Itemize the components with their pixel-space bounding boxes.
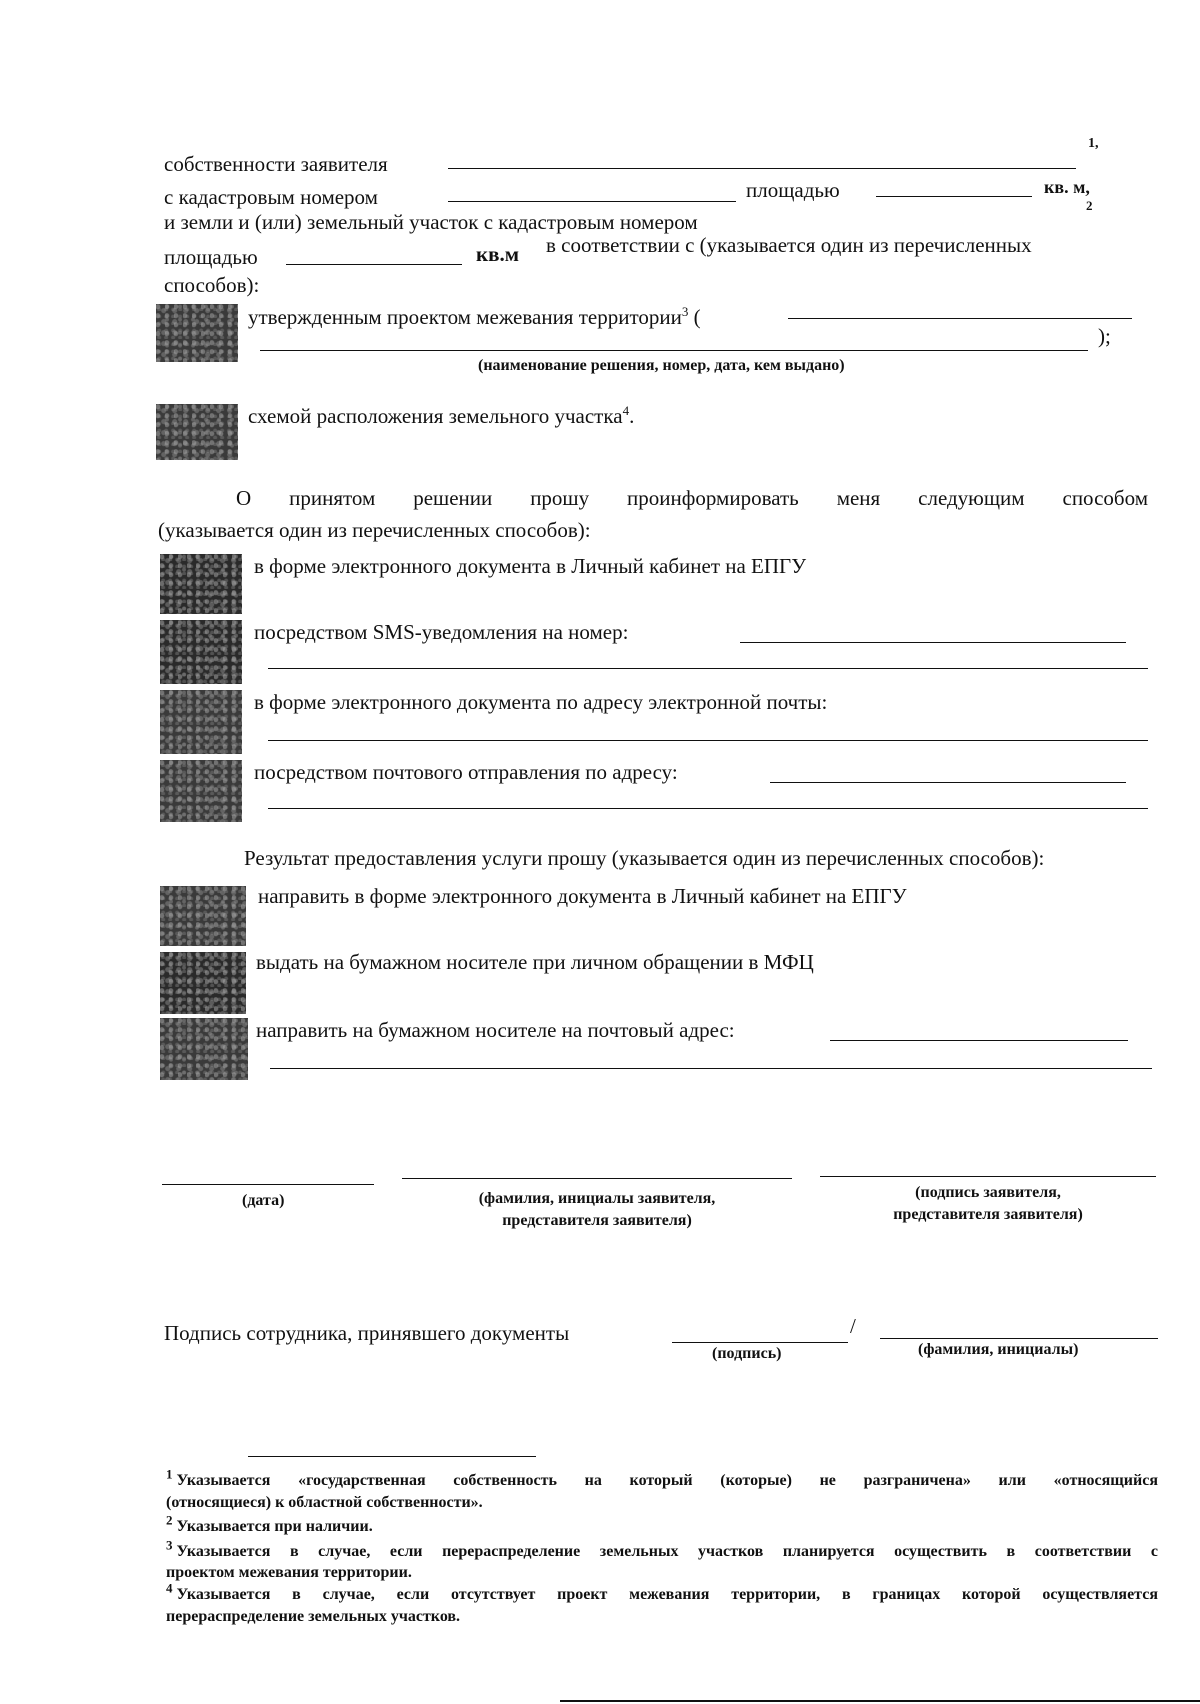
checkbox-result-epgu[interactable]: [160, 886, 246, 946]
notify-intro-line1: [236, 488, 1148, 509]
post-line-2: [268, 808, 1148, 809]
staff-signature-line: [672, 1342, 848, 1343]
result-option-mfc: выдать на бумажном носителе при личном обращении в МФЦ: [256, 950, 814, 974]
footnote-ref-2: 2: [1086, 198, 1093, 213]
survey-project-close: );: [1098, 324, 1111, 348]
result-post-line-1: [830, 1040, 1128, 1041]
land-label: и земли и (или) земельный участок с кадастровым номером: [164, 210, 698, 234]
notify-intro-word: решении: [413, 486, 493, 510]
notify-option-post: посредством почтового отправления по адресу:: [254, 760, 678, 784]
signature-line: [820, 1176, 1156, 1177]
checkbox-notify-epgu[interactable]: [160, 554, 242, 614]
checkbox-survey-project[interactable]: [156, 304, 238, 362]
survey-project-line-2: [260, 350, 1088, 351]
notify-intro-word: прошу: [530, 486, 590, 510]
footnote-2: $^2$ Указывается при наличии.: [166, 1512, 373, 1536]
ownership-line: [448, 168, 1076, 169]
email-line: [268, 740, 1148, 741]
result-option-post: направить на бумажном носителе на почтовый адрес:: [256, 1018, 735, 1042]
staff-signature-label: Подпись сотрудника, принявшего документы: [164, 1321, 570, 1345]
page-bottom-edge: [560, 1700, 1200, 1702]
result-post-line-2: [270, 1068, 1152, 1069]
checkbox-notify-post[interactable]: [160, 760, 242, 822]
result-intro: Результат предоставления услуги прошу (указывается один из перечисленных способов):: [244, 846, 1045, 870]
staff-sign-caption: (подпись): [712, 1345, 782, 1362]
notify-intro-word: проинформировать: [627, 486, 799, 510]
post-line-1: [770, 782, 1126, 783]
cadastral-line: [448, 201, 736, 202]
accordance-text: в соответствии с (указывается один из перечисленных: [546, 233, 1032, 257]
ownership-label: собственности заявителя: [164, 152, 388, 176]
sqm-label: кв. м,: [1044, 177, 1090, 197]
checkbox-result-mfc[interactable]: [160, 952, 246, 1014]
accordance-text-2: способов):: [164, 273, 260, 297]
survey-project-caption: (наименование решения, номер, дата, кем выдано): [478, 357, 845, 374]
notify-intro-word: принятом: [289, 486, 376, 510]
area-label-2: площадью: [164, 245, 258, 269]
sqm-label-2: кв.м: [476, 242, 519, 266]
footnote-4: $^4$ Указывается в случае, если отсутствует проект межевания территории, в границах которой осуществляется перераспределение земельных участков.: [166, 1580, 1158, 1625]
option-survey-project-label: утвержденным проектом межевания территории$^3$ (: [248, 304, 701, 329]
sms-line-1: [740, 642, 1126, 643]
result-option-epgu: направить в форме электронного документа в Личный кабинет на ЕПГУ: [258, 884, 907, 908]
staff-name-line: [880, 1338, 1158, 1339]
cadastral-label: с кадастровым номером: [164, 185, 378, 209]
notify-intro-word: следующим: [918, 486, 1025, 510]
notify-option-sms: посредством SMS-уведомления на номер:: [254, 620, 629, 644]
notify-option-email: в форме электронного документа по адресу электронной почты:: [254, 690, 828, 714]
staff-slash: /: [850, 1314, 856, 1338]
notify-option-epgu: в форме электронного документа в Личный кабинет на ЕПГУ: [254, 554, 807, 578]
date-caption: (дата): [242, 1192, 285, 1209]
sms-line-2: [268, 668, 1148, 669]
checkbox-result-post[interactable]: [160, 1018, 248, 1080]
name-caption-1: (фамилия, инициалы заявителя,: [478, 1190, 716, 1207]
notify-intro-word: способом: [1062, 486, 1148, 510]
area-label: площадью: [746, 178, 840, 202]
area-line-2: [286, 264, 462, 265]
date-line: [162, 1184, 374, 1185]
survey-project-line-1: [788, 318, 1132, 319]
sign-caption-2: представителя заявителя): [893, 1205, 1083, 1223]
staff-name-caption: (фамилия, инициалы): [918, 1341, 1079, 1358]
notify-intro-word: меня: [836, 486, 881, 510]
footnote-1: $^1$ Указывается «государственная собственность на который (которые) не разграничена» или «относящийся (относящиеся) к областной собственности».: [166, 1466, 1158, 1511]
footnote-separator: [248, 1456, 536, 1457]
name-line: [402, 1178, 792, 1179]
checkbox-layout-scheme[interactable]: [156, 404, 238, 460]
area-line: [876, 196, 1032, 197]
footnote-ref-1: 1,: [1088, 136, 1099, 151]
checkbox-notify-sms[interactable]: [160, 620, 242, 684]
notify-intro-line2: (указывается один из перечисленных способов):: [158, 518, 591, 542]
checkbox-notify-email[interactable]: [160, 690, 242, 754]
notify-intro-word: О: [236, 486, 252, 510]
footnote-3: $^3$ Указывается в случае, если перераспределение земельных участков планируется осуществить в соответствии с проектом межевания территории.: [166, 1537, 1158, 1582]
footnotes: [166, 1466, 1158, 1627]
sign-caption-1: (подпись заявителя,: [915, 1184, 1061, 1201]
name-caption-2: представителя заявителя): [502, 1211, 692, 1229]
option-layout-scheme-label: схемой расположения земельного участка$^4$.: [248, 403, 635, 428]
